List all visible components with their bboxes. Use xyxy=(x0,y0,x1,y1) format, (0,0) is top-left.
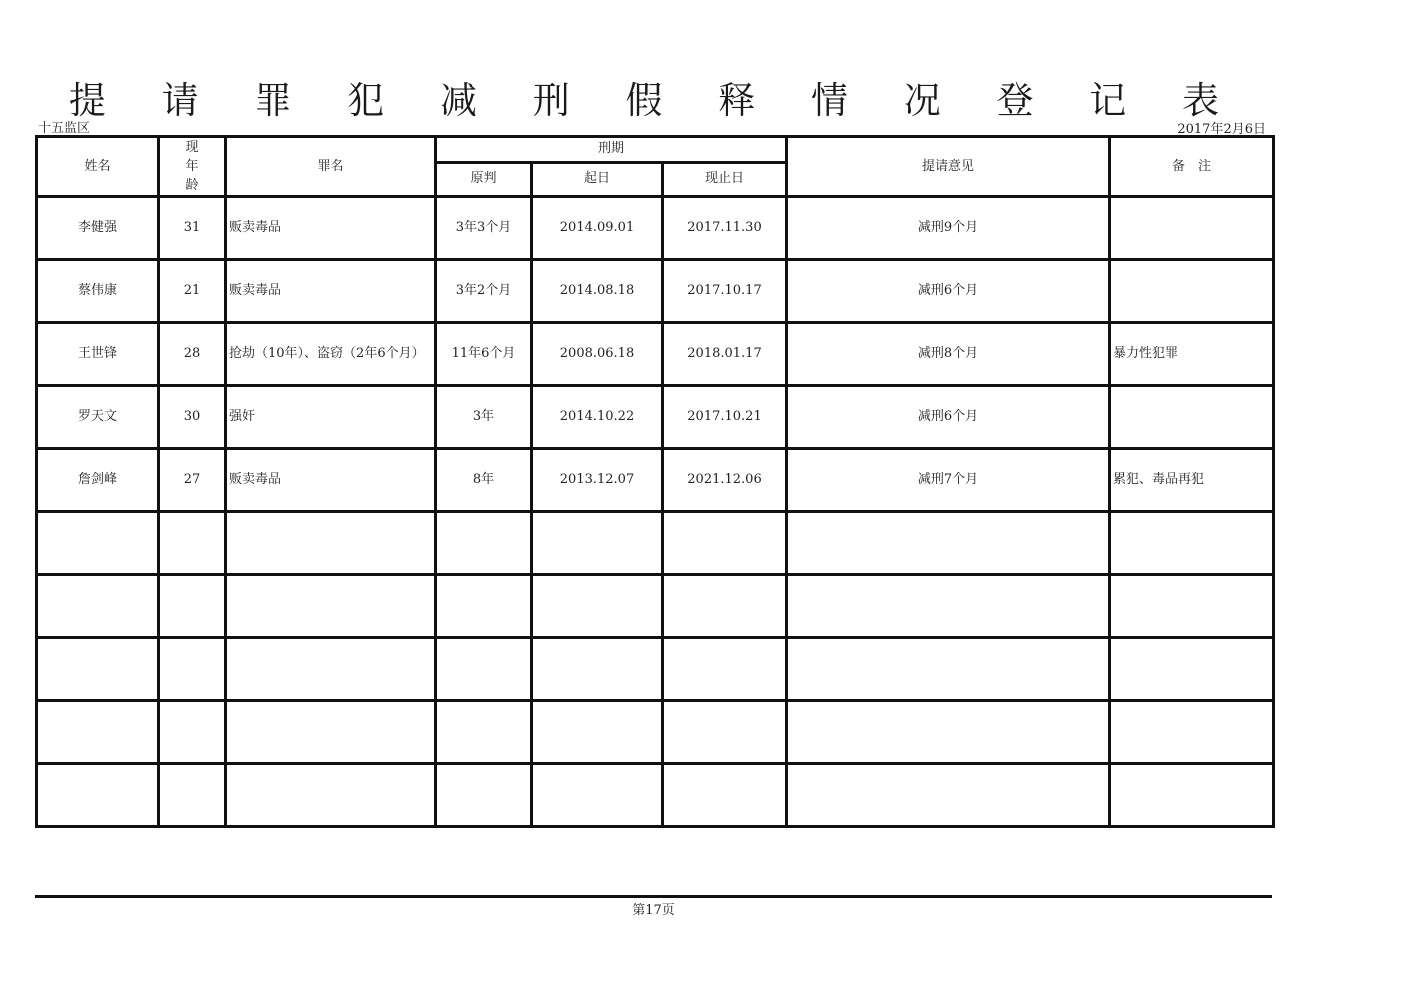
page-number: 第17页 xyxy=(632,903,675,918)
cell-start: 2013.12.07 xyxy=(532,449,663,512)
cell-age xyxy=(159,764,226,827)
register-table xyxy=(35,135,1275,828)
cell-name: 王世锋 xyxy=(37,323,159,386)
cell-opinion: 减刑8个月 xyxy=(787,323,1110,386)
cell-age: 21 xyxy=(159,260,226,323)
table-row xyxy=(37,323,1274,386)
cell-end: 2017.10.17 xyxy=(663,260,787,323)
cell-crime: 贩卖毒品 xyxy=(226,197,436,260)
document-date: 2017年2月6日 xyxy=(1177,122,1266,137)
cell-original: 3年 xyxy=(436,386,532,449)
cell-crime xyxy=(226,701,436,764)
header-row xyxy=(37,137,1274,163)
table-row xyxy=(37,386,1274,449)
cell-opinion: 减刑6个月 xyxy=(787,386,1110,449)
cell-opinion xyxy=(787,575,1110,638)
cell-end: 2017.11.30 xyxy=(663,197,787,260)
cell-original: 3年2个月 xyxy=(436,260,532,323)
table-row xyxy=(37,575,1274,638)
header-opinion: 提请意见 xyxy=(787,137,1110,197)
cell-name xyxy=(37,512,159,575)
cell-end xyxy=(663,764,787,827)
cell-start xyxy=(532,638,663,701)
cell-end: 2018.01.17 xyxy=(663,323,787,386)
cell-remarks: 累犯、毒品再犯 xyxy=(1110,449,1274,512)
cell-original xyxy=(436,575,532,638)
cell-end: 2017.10.21 xyxy=(663,386,787,449)
table-row xyxy=(37,449,1274,512)
cell-start: 2014.10.22 xyxy=(532,386,663,449)
cell-crime xyxy=(226,638,436,701)
cell-name: 罗天文 xyxy=(37,386,159,449)
cell-end: 2021.12.06 xyxy=(663,449,787,512)
cell-crime xyxy=(226,575,436,638)
cell-age: 27 xyxy=(159,449,226,512)
cell-opinion xyxy=(787,638,1110,701)
cell-name xyxy=(37,575,159,638)
cell-opinion: 减刑7个月 xyxy=(787,449,1110,512)
cell-remarks: 暴力性犯罪 xyxy=(1110,323,1274,386)
cell-age: 28 xyxy=(159,323,226,386)
cell-crime: 强奸 xyxy=(226,386,436,449)
cell-end xyxy=(663,638,787,701)
cell-remarks xyxy=(1110,638,1274,701)
cell-opinion xyxy=(787,512,1110,575)
header-remarks: 备 注 xyxy=(1110,137,1274,197)
cell-remarks xyxy=(1110,260,1274,323)
table-row xyxy=(37,512,1274,575)
cell-original xyxy=(436,701,532,764)
table-row xyxy=(37,638,1274,701)
cell-start: 2014.08.18 xyxy=(532,260,663,323)
cell-name: 詹剑峰 xyxy=(37,449,159,512)
cell-opinion: 减刑9个月 xyxy=(787,197,1110,260)
document-title: 提 请 罪 犯 减 刑 假 释 情 况 登 记 表 xyxy=(68,79,1242,122)
table-row xyxy=(37,197,1274,260)
header-original: 原判 xyxy=(436,162,532,196)
cell-name: 蔡伟康 xyxy=(37,260,159,323)
cell-opinion: 减刑6个月 xyxy=(787,260,1110,323)
cell-start xyxy=(532,764,663,827)
cell-remarks xyxy=(1110,701,1274,764)
cell-age: 30 xyxy=(159,386,226,449)
cell-original xyxy=(436,638,532,701)
cell-name: 李健强 xyxy=(37,197,159,260)
cell-remarks xyxy=(1110,386,1274,449)
cell-end xyxy=(663,701,787,764)
header-crime: 罪名 xyxy=(226,137,436,197)
cell-crime xyxy=(226,764,436,827)
cell-name xyxy=(37,638,159,701)
header-age xyxy=(159,137,226,197)
footer-divider xyxy=(35,895,1272,898)
cell-original xyxy=(436,512,532,575)
table-row xyxy=(37,260,1274,323)
cell-remarks xyxy=(1110,575,1274,638)
cell-start: 2014.09.01 xyxy=(532,197,663,260)
cell-remarks xyxy=(1110,764,1274,827)
cell-name xyxy=(37,701,159,764)
cell-opinion xyxy=(787,701,1110,764)
cell-start xyxy=(532,512,663,575)
cell-start xyxy=(532,575,663,638)
cell-age xyxy=(159,575,226,638)
cell-crime: 抢劫（10年）、盗窃（2年6个月） xyxy=(226,323,436,386)
header-start: 起日 xyxy=(532,162,663,196)
district-label: 十五监区 xyxy=(38,121,91,136)
cell-age xyxy=(159,512,226,575)
header-end: 现止日 xyxy=(663,162,787,196)
cell-original xyxy=(436,764,532,827)
header-sentence-group: 刑期 xyxy=(436,137,787,163)
cell-age xyxy=(159,701,226,764)
cell-original: 3年3个月 xyxy=(436,197,532,260)
cell-crime: 贩卖毒品 xyxy=(226,449,436,512)
cell-end xyxy=(663,512,787,575)
cell-start xyxy=(532,701,663,764)
cell-remarks xyxy=(1110,197,1274,260)
cell-name xyxy=(37,764,159,827)
header-name: 姓名 xyxy=(37,137,159,197)
cell-start: 2008.06.18 xyxy=(532,323,663,386)
cell-age xyxy=(159,638,226,701)
cell-age: 31 xyxy=(159,197,226,260)
cell-crime: 贩卖毒品 xyxy=(226,260,436,323)
cell-original: 8年 xyxy=(436,449,532,512)
cell-crime xyxy=(226,512,436,575)
cell-original: 11年6个月 xyxy=(436,323,532,386)
cell-opinion xyxy=(787,764,1110,827)
table-row xyxy=(37,701,1274,764)
cell-end xyxy=(663,575,787,638)
table-row xyxy=(37,764,1274,827)
cell-remarks xyxy=(1110,512,1274,575)
header-age-text: 现 年 龄 xyxy=(185,140,199,193)
